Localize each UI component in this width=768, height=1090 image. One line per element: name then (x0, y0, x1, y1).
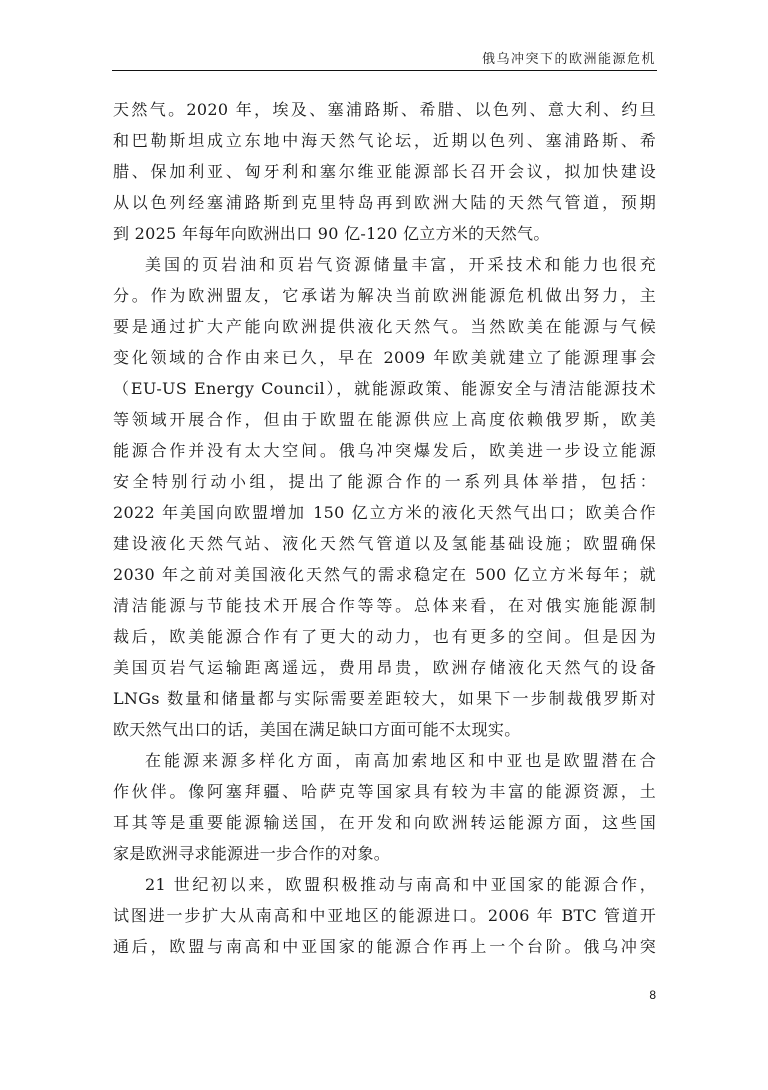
text-line: 在能源来源多样化方面，南高加索地区和中亚也是欧盟潜在合 (145, 751, 656, 770)
text-line: LNGs 数量和储量都与实际需要差距较大，如果下一步制裁俄罗斯对 (113, 689, 656, 708)
text-line: 裁后，欧美能源合作有了更大的动力，也有更多的空间。但是因为 (113, 627, 656, 646)
text-line: 和巴勒斯坦成立东地中海天然气论坛，近期以色列、塞浦路斯、希 (113, 131, 656, 150)
text-line: 腊、保加利亚、匈牙利和塞尔维亚能源部长召开会议，拟加快建设 (113, 162, 656, 181)
text-line: 美国的页岩油和页岩气资源储量丰富，开采技术和能力也很充 (145, 255, 656, 274)
text-line: 建设液化天然气站、液化天然气管道以及氢能基础设施；欧盟确保 (113, 534, 656, 553)
text-line: 能源合作并没有太大空间。俄乌冲突爆发后，欧美进一步设立能源 (113, 441, 656, 460)
text-line: 耳其等是重要能源输送国，在开发和向欧洲转运能源方面，这些国 (113, 813, 656, 832)
page-number: 8 (649, 988, 656, 1002)
text-line: 作伙伴。像阿塞拜疆、哈萨克等国家具有较为丰富的能源资源，土 (113, 782, 656, 801)
body-text (113, 94, 656, 962)
text-line: 欧天然气出口的话，美国在满足缺口方面可能不太现实。 (113, 720, 521, 739)
text-line: 天然气。2020 年，埃及、塞浦路斯、希腊、以色列、意大利、约旦 (113, 100, 656, 119)
text-line: 家是欧洲寻求能源进一步合作的对象。 (113, 844, 391, 863)
text-line: 清洁能源与节能技术开展合作等等。总体来看，在对俄实施能源制 (113, 596, 656, 615)
text-line: 从以色列经塞浦路斯到克里特岛再到欧洲大陆的天然气管道，预期 (113, 193, 656, 212)
text-line: 变化领域的合作由来已久，早在 2009 年欧美就建立了能源理事会 (113, 348, 656, 367)
header-divider (112, 70, 657, 71)
text-line: 分。作为欧洲盟友，它承诺为解决当前欧洲能源危机做出努力，主 (113, 286, 656, 305)
running-header-title: 俄乌冲突下的欧洲能源危机 (481, 52, 656, 67)
text-line: 21 世纪初以来，欧盟积极推动与南高和中亚国家的能源合作， (145, 875, 656, 894)
text-line: 安全特别行动小组，提出了能源合作的一系列具体举措，包括： (113, 472, 656, 491)
text-line: 通后，欧盟与南高和中亚国家的能源合作再上一个台阶。俄乌冲突 (113, 937, 656, 956)
text-line: 美国页岩气运输距离遥远，费用昂贵，欧洲存储液化天然气的设备 (113, 658, 656, 677)
text-line: 等领域开展合作，但由于欧盟在能源供应上高度依赖俄罗斯，欧美 (113, 410, 656, 429)
text-line: 试图进一步扩大从南高和中亚地区的能源进口。2006 年 BTC 管道开 (113, 906, 656, 925)
text-line: （EU-US Energy Council），就能源政策、能源安全与清洁能源技术 (113, 379, 656, 398)
text-line: 要是通过扩大产能向欧洲提供液化天然气。当然欧美在能源与气候 (113, 317, 656, 336)
text-line: 到 2025 年每年向欧洲出口 90 亿-120 亿立方米的天然气。 (113, 224, 550, 243)
text-line: 2030 年之前对美国液化天然气的需求稳定在 500 亿立方米每年；就 (113, 565, 656, 584)
text-line: 2022 年美国向欧盟增加 150 亿立方米的液化天然气出口；欧美合作 (113, 503, 656, 522)
